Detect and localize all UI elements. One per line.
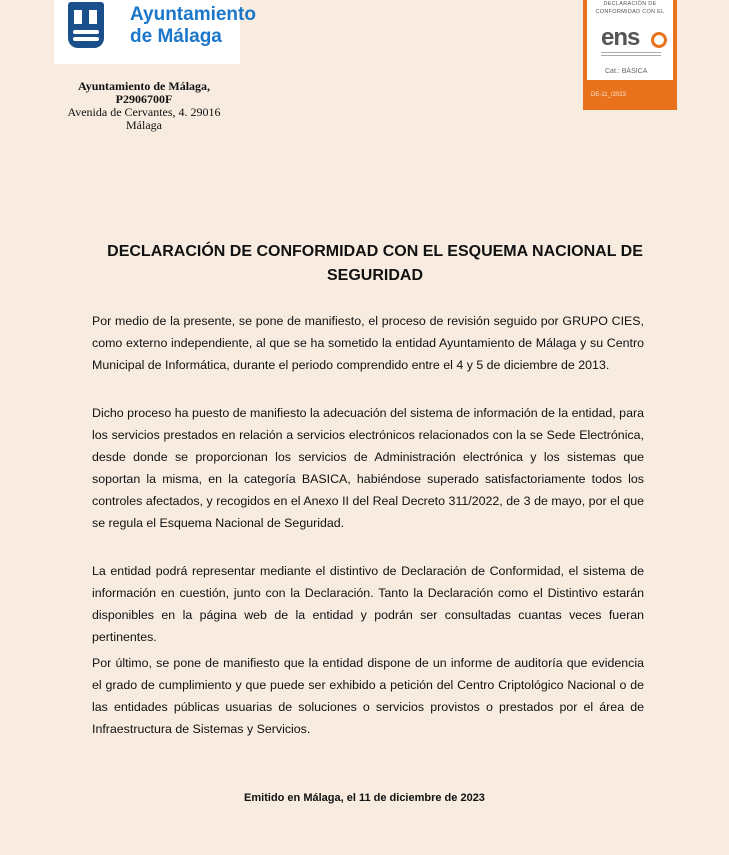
address-city: Málaga bbox=[126, 118, 162, 132]
ens-logo-word: ens bbox=[601, 24, 640, 51]
address-street: Avenida de Cervantes, 4. 29016 bbox=[67, 105, 221, 119]
address-block bbox=[44, 80, 244, 132]
seal-heading bbox=[587, 0, 673, 16]
logo-line-2: de Málaga bbox=[130, 26, 222, 47]
seal-heading-line-1: DECLARACIÓN DE bbox=[603, 1, 657, 7]
seal-heading-line-2: CONFORMIDAD CON EL bbox=[595, 9, 665, 15]
paragraph-2: Dicho proceso ha puesto de manifiesto la adecuación del sistema de información de la entidad, para los servicios prestados en relación a servicios electrónicos relacionados con la se Sede Electrónica, desde donde se proporcionan los servicios de Administración electrónica y los sistemas que soportan la misma, en la categoría BASICA, habiéndose superado satisfactoriamente todos los controles afectados, y recogidos en el Anexo II del Real Decreto 311/2022, de 3 de mayo, por el que se regula el Esquema Nacional de Seguridad. bbox=[92, 406, 644, 530]
logo-text bbox=[130, 4, 256, 48]
paragraph-3: La entidad podrá representar mediante el distintivo de Declaración de Conformidad, el sistema de información en cuestión, junto con la Declaración. Tanto la Declaración como el Distintivo estarán disponibles en la página web de la entidad y podrán ser consultadas cuantas veces fueran pertinentes. bbox=[92, 564, 644, 644]
issue-date: Emitido en Málaga, el 11 de diciembre de 2023 bbox=[244, 792, 485, 804]
document-title: DECLARACIÓN DE CONFORMIDAD CON EL ESQUEMA NACIONAL DE SEGURIDAD bbox=[107, 243, 643, 284]
ens-subtitle-lines bbox=[601, 52, 661, 58]
ens-seal bbox=[583, 0, 677, 110]
ens-ring-icon bbox=[651, 32, 667, 48]
logo-line-1: Ayuntamiento bbox=[130, 4, 256, 25]
seal-code: DE-11_/2023 bbox=[591, 92, 626, 98]
paragraph-4: Por último, se pone de manifiesto que la entidad dispone de un informe de auditoría que evidencia el grado de cumplimiento y que puede ser exhibido a petición del Centro Criptológico Nacional o de las entidades públicas usuarias de soluciones o servicios provistos o prestados por el área de Infraestructura de Sistemas y Servicios. bbox=[92, 656, 644, 736]
malaga-shield-icon bbox=[68, 2, 104, 48]
seal-category: Cat.: BÁSICA bbox=[605, 68, 648, 75]
address-cif: P2906700F bbox=[115, 92, 173, 106]
address-name: Ayuntamiento de Málaga, bbox=[77, 79, 211, 93]
ens-seal-panel bbox=[587, 0, 673, 80]
paragraph-1: Por medio de la presente, se pone de manifiesto, el proceso de revisión seguido por GRUPO CIES, como externo independiente, al que se ha sometido la entidad Ayuntamiento de Málaga y su Centro Municipal de Informática, durante el periodo comprendido entre el 4 y 5 de diciembre de 2013. bbox=[92, 314, 644, 372]
ayuntamiento-logo bbox=[54, 0, 256, 64]
